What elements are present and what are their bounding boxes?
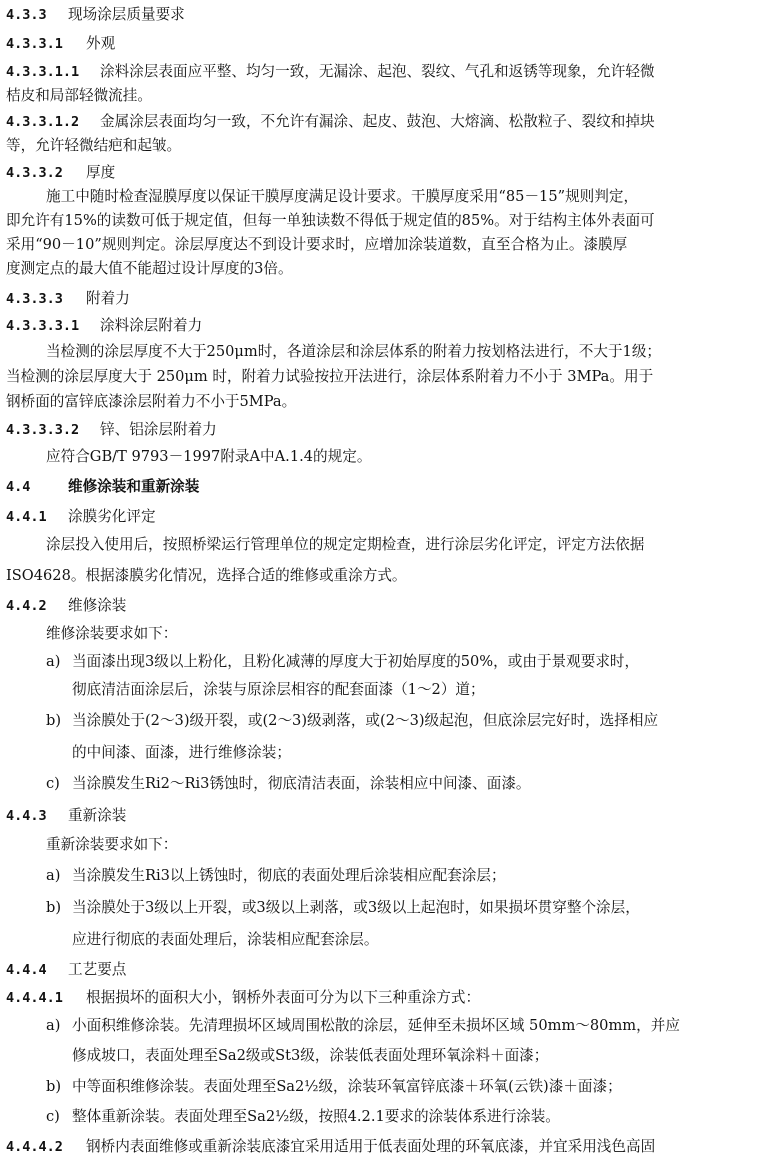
list-item-label: a) (46, 1017, 61, 1034)
section-title: 金属涂层表面均匀一致，不允许有漏涂、起皮、鼓泡、大熔滴、松散粒子、裂纹和掉块 (100, 113, 655, 130)
section-title: 涂膜劣化评定 (68, 508, 156, 525)
paragraph-text: ISO4628。根据漆膜劣化情况，选择合适的维修或重涂方式。 (6, 567, 407, 584)
paragraph-line (6, 566, 407, 586)
section-number: 4.3.3.1.2 (6, 114, 80, 130)
paragraph-text: 重新涂装要求如下： (46, 836, 178, 853)
section-title: 维修涂装 (68, 597, 127, 614)
section-number: 4.3.3.3 (6, 291, 63, 307)
section-heading (6, 5, 185, 25)
section-heading (6, 806, 126, 826)
paragraph-line (46, 835, 177, 855)
list-item-label: c) (46, 1108, 60, 1125)
section-number: 4.4.1 (6, 509, 47, 525)
section-heading (6, 960, 126, 980)
list-item-text: 彻底清洁面涂层后，涂装与原涂层相容的配套面漆（1～2）道； (72, 681, 485, 698)
list-item-text: 小面积维修涂装。先清理损坏区域周围松散的涂层，延伸至未损坏区域 50mm～80mm，并应 (72, 1017, 680, 1034)
list-item-text: 当涂膜处于3级以上开裂，或3级以上剥落，或3级以上起泡时，如果损坏贯穿整个涂层， (72, 899, 640, 916)
list-item-text: 当涂膜发生Ri2～Ri3锈蚀时，彻底清洁表面，涂装相应中间漆、面漆。 (72, 775, 531, 792)
section-title: 重新涂装 (68, 807, 127, 824)
section-heading (6, 507, 156, 527)
section-heading (6, 163, 115, 183)
list-item-label: a) (46, 653, 61, 670)
paragraph-text: 度测定点的最大值不能超过设计厚度的3倍。 (6, 260, 293, 277)
paragraph-text: 钢桥面的富锌底漆涂层附着力不小于5MPa。 (6, 393, 297, 410)
section-title: 涂料涂层表面应平整、均匀一致，无漏涂、起泡、裂纹、气孔和返锈等现象，允许轻微 (100, 63, 655, 80)
section-title: 工艺要点 (68, 961, 127, 978)
section-title: 现场涂层质量要求 (68, 6, 185, 23)
paragraph-text: 涂层投入使用后，按照桥梁运行管理单位的规定定期检查，进行涂层劣化评定，评定方法依据 (46, 536, 645, 553)
paragraph-line (6, 259, 293, 279)
section-number: 4.3.3.3.2 (6, 422, 80, 438)
list-item-text: 当涂膜发生Ri3以上锈蚀时，彻底的表面处理后涂装相应配套涂层； (72, 867, 506, 884)
paragraph-text: 维修涂装要求如下： (46, 625, 178, 642)
list-item-text: 整体重新涂装。表面处理至Sa2½级，按照4.2.1要求的涂装体系进行涂装。 (72, 1108, 560, 1125)
paragraph-line (6, 392, 296, 412)
section-heading (6, 1137, 655, 1157)
section-number: 4.4.4.2 (6, 1139, 63, 1155)
section-number: 4.4.2 (6, 598, 47, 614)
section-heading (6, 477, 199, 497)
paragraph-text: 施工中随时检查湿膜厚度以保证干膜厚度满足设计要求。干膜厚度采用“85－15”规则判定， (46, 188, 639, 205)
paragraph-text: 等，允许轻微结疤和起皱。 (6, 137, 182, 154)
section-number: 4.4 (6, 479, 31, 495)
paragraph-line (6, 136, 181, 156)
paragraph-line (46, 535, 644, 555)
section-title: 根据损坏的面积大小，钢桥外表面可分为以下三种重涂方式： (86, 989, 481, 1006)
section-title: 维修涂装和重新涂装 (68, 478, 200, 495)
paragraph-text: 应符合GB/T 9793－1997附录A中A.1.4的规定。 (46, 448, 372, 465)
section-heading (6, 420, 217, 440)
section-heading (6, 34, 115, 54)
section-number: 4.4.4 (6, 962, 47, 978)
paragraph-line (46, 342, 661, 362)
section-title: 外观 (86, 35, 116, 52)
paragraph-line (6, 367, 653, 387)
list-item-label: a) (46, 867, 61, 884)
paragraph-line (6, 86, 152, 106)
section-title: 钢桥内表面维修或重新涂装底漆宜采用适用于低表面处理的环氧底漆，并宜采用浅色高固 (86, 1138, 656, 1155)
paragraph-text: 即允许有15%的读数可低于规定值，但每一单独读数不得低于规定值的85%。对于结构主体外表面可 (6, 212, 655, 229)
list-item-text: 中等面积维修涂装。表面处理至Sa2½级，涂装环氧富锌底漆＋环氧(云铁)漆＋面漆； (72, 1078, 622, 1095)
section-heading (6, 316, 202, 336)
paragraph-text: 当检测的涂层厚度大于 250μm 时，附着力试验按拉开法进行，涂层体系附着力不小于 3MPa。用于 (6, 368, 654, 385)
paragraph-line (46, 447, 371, 467)
paragraph-line (46, 624, 177, 644)
paragraph-line (6, 211, 655, 231)
list-item-label: b) (46, 712, 62, 729)
section-number: 4.3.3.3.1 (6, 318, 80, 334)
list-item-label: b) (46, 1078, 62, 1095)
section-number: 4.3.3 (6, 7, 47, 23)
section-title: 锌、铝涂层附着力 (100, 421, 217, 438)
paragraph-line (6, 235, 627, 255)
section-heading (6, 289, 130, 309)
section-title: 涂料涂层附着力 (100, 317, 203, 334)
list-item-label: c) (46, 775, 60, 792)
section-number: 4.4.3 (6, 808, 47, 824)
list-item-text: 当涂膜处于(2～3)级开裂，或(2～3)级剥落，或(2～3)级起泡，但底涂层完好时，选择相应 (72, 712, 659, 729)
section-heading (6, 988, 480, 1008)
list-item-text: 修成坡口，表面处理至Sa2级或St3级，涂装低表面处理环氧涂料＋面漆； (72, 1047, 549, 1064)
section-heading (6, 62, 655, 82)
section-number: 4.3.3.1.1 (6, 64, 80, 80)
section-number: 4.4.4.1 (6, 990, 63, 1006)
section-heading (6, 112, 655, 132)
section-heading (6, 596, 126, 616)
paragraph-text: 桔皮和局部轻微流挂。 (6, 87, 152, 104)
section-number: 4.3.3.2 (6, 165, 63, 181)
list-item-text: 的中间漆、面漆，进行维修涂装； (72, 744, 291, 761)
list-item-label: b) (46, 899, 62, 916)
list-item-text: 应进行彻底的表面处理后，涂装相应配套涂层。 (72, 931, 379, 948)
section-title: 附着力 (86, 290, 130, 307)
paragraph-line (46, 187, 638, 207)
paragraph-text: 当检测的涂层厚度不大于250μm时，各道涂层和涂层体系的附着力按划格法进行，不大于1级； (46, 343, 662, 360)
section-number: 4.3.3.1 (6, 36, 63, 52)
paragraph-text: 采用“90－10”规则判定。涂层厚度达不到设计要求时，应增加涂装道数，直至合格为止。漆膜厚 (6, 236, 628, 253)
section-title: 厚度 (86, 164, 116, 181)
list-item-text: 当面漆出现3级以上粉化，且粉化减薄的厚度大于初始厚度的50%，或由于景观要求时， (72, 653, 640, 670)
